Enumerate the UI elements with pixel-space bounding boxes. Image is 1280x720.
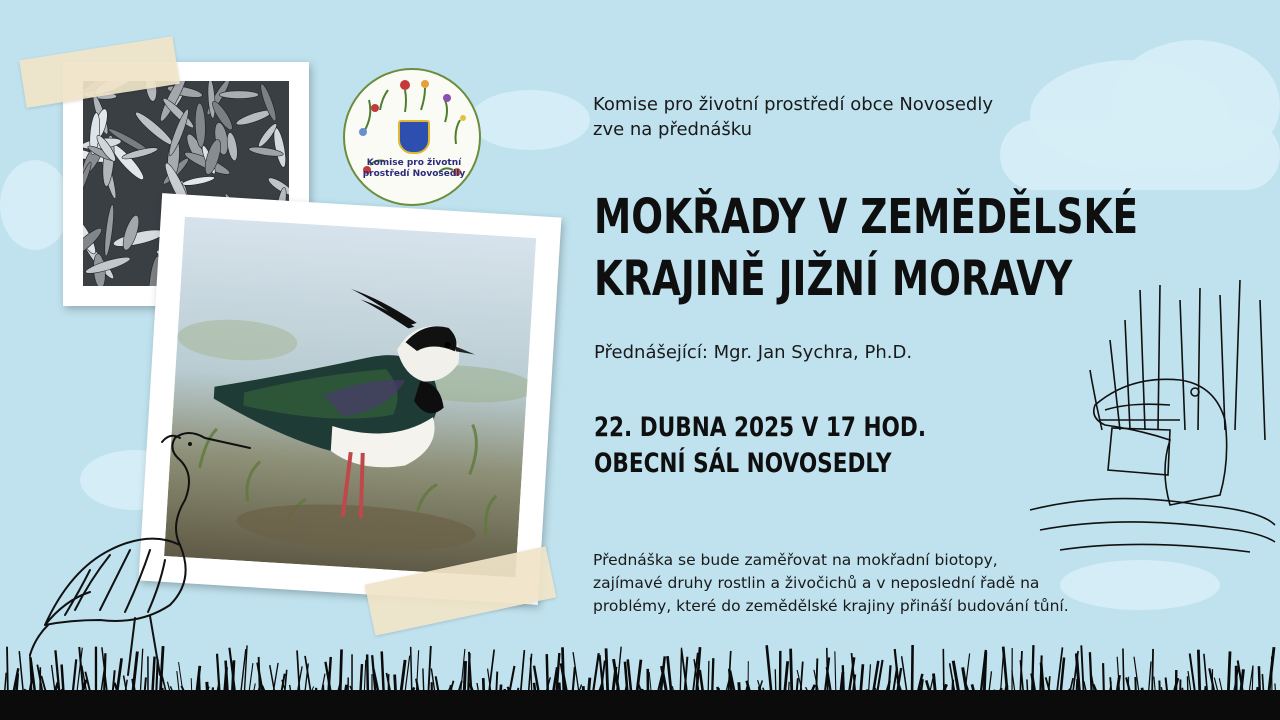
- grass-blade: [367, 654, 368, 700]
- grass-blade: [7, 647, 8, 700]
- grass-blade: [1256, 687, 1258, 700]
- grass-blade: [559, 683, 560, 700]
- grass-blade: [212, 687, 213, 700]
- logo-text-line2: prostředí Novosedly: [362, 169, 466, 179]
- grass-blade: [583, 686, 584, 700]
- grass-blade: [912, 645, 913, 700]
- grass-silhouette-icon: [0, 640, 1280, 720]
- title-line1: MOKŘADY V ZEMĚDĚLSKÉ: [594, 189, 1139, 245]
- grass-blade: [1123, 649, 1124, 700]
- grass-blade: [1103, 663, 1104, 700]
- event-place: OBECNÍ SÁL NOVOSEDLY: [594, 448, 892, 479]
- logo-text: [345, 158, 481, 180]
- grass-blade: [1187, 676, 1188, 700]
- village-crest-icon: [398, 120, 430, 154]
- grass-blade: [712, 658, 713, 700]
- event-info: [594, 410, 926, 482]
- grass-blade: [504, 689, 505, 700]
- grass-blade: [1152, 649, 1153, 700]
- intro-line1: Komise pro životní prostředí obce Novosedly: [593, 94, 994, 115]
- grass-blade: [984, 652, 986, 700]
- title-line2: KRAJINĚ JIŽNÍ MORAVY: [594, 251, 1073, 307]
- grass-blade: [1032, 645, 1033, 700]
- event-date: 22. DUBNA 2025 V 17 HOD.: [594, 412, 927, 443]
- grass-blade: [500, 685, 501, 700]
- intro: [593, 92, 993, 142]
- description-line3: problémy, které do zemědělské krajiny přináší budování tůní.: [593, 597, 1069, 615]
- grass-blade: [588, 678, 590, 700]
- grass-blade: [708, 661, 709, 700]
- cloud: [0, 160, 70, 250]
- village-logo: [343, 68, 481, 206]
- grass-blade: [739, 682, 740, 700]
- grass-blade: [843, 665, 844, 700]
- grass-blade: [791, 649, 792, 700]
- description-line2: zajímavé druhy rostlin a živočichů a v neposlední řadě na: [593, 574, 1040, 592]
- grass-blade: [483, 678, 484, 700]
- grass-blade: [199, 675, 200, 700]
- grass-blade: [1198, 650, 1200, 700]
- intro-line2: zve na přednášku: [593, 119, 753, 140]
- grass-blade: [606, 648, 608, 700]
- grass-blade: [943, 649, 944, 700]
- crocodile-illustration-icon: [1020, 280, 1280, 580]
- grass-blade: [1076, 679, 1077, 700]
- grass-blade: [464, 661, 466, 700]
- speaker: Přednášející: Mgr. Jan Sychra, Ph.D.: [594, 342, 913, 363]
- grass-blade: [395, 675, 396, 700]
- grass-blade: [1159, 681, 1160, 700]
- fish: [219, 91, 258, 99]
- cloud: [470, 90, 590, 150]
- grass-blade: [496, 672, 497, 700]
- description-line1: Přednáška se bude zaměřovat na mokřadní biotopy,: [593, 551, 998, 569]
- grass-blade: [547, 654, 548, 700]
- grass-blade: [1135, 677, 1136, 700]
- grass-blade: [1259, 666, 1260, 700]
- grass-blade: [340, 649, 342, 700]
- logo-text-line1: Komise pro životní: [366, 158, 462, 168]
- cloud: [1000, 120, 1280, 190]
- grass-blade: [451, 685, 452, 700]
- grass-blade: [775, 669, 776, 700]
- grass-blade: [323, 685, 324, 700]
- grass-blade: [207, 682, 208, 700]
